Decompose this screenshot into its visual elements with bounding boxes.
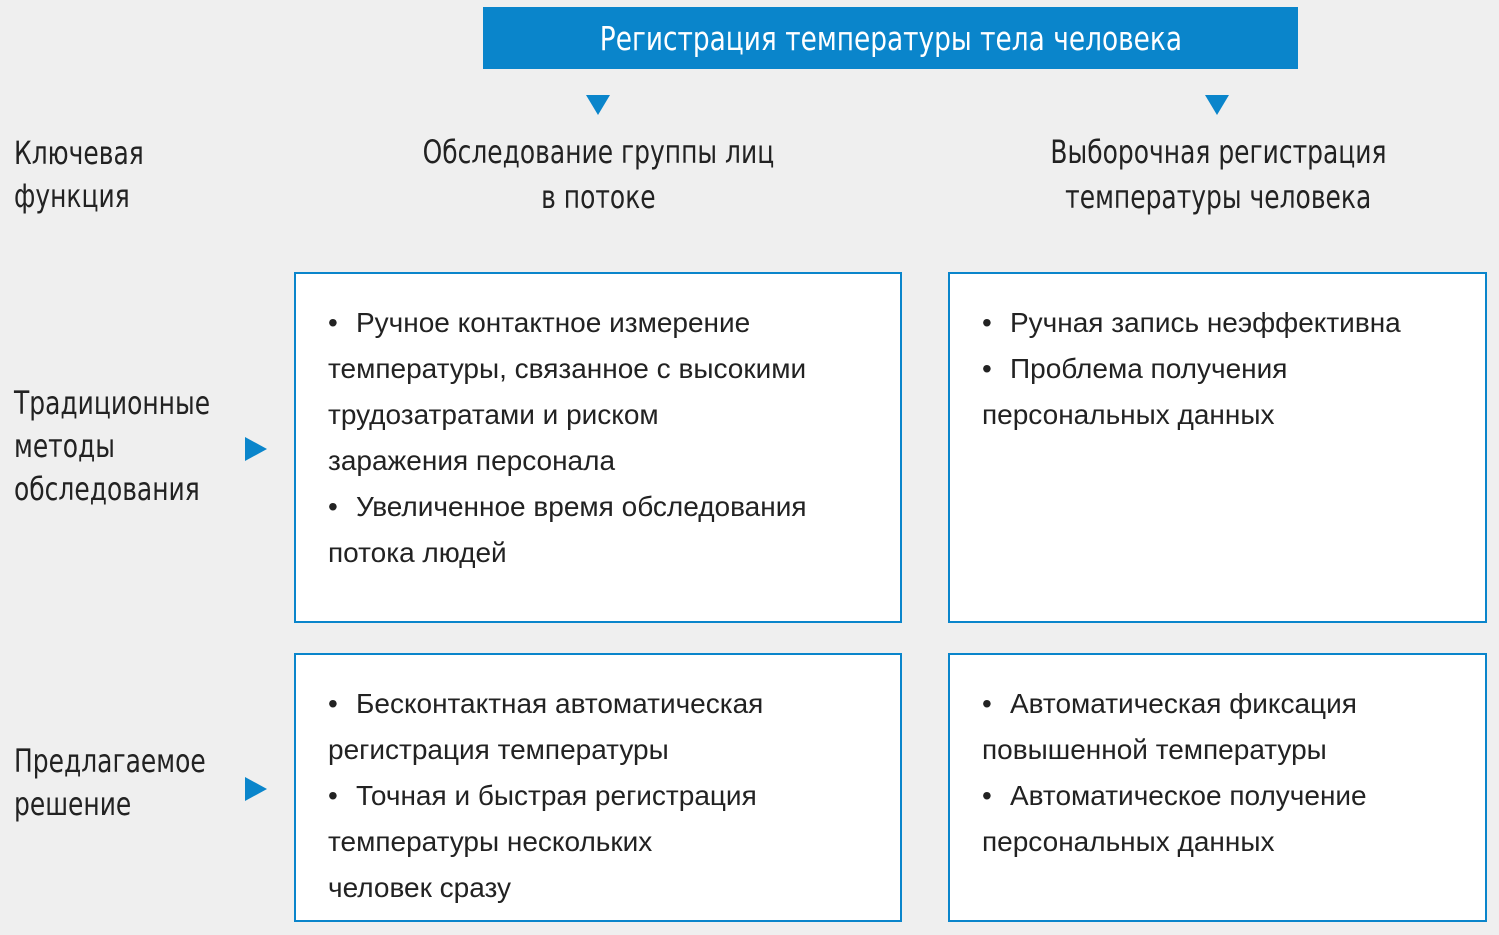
cell-text-line: персональных данных xyxy=(982,399,1275,430)
bullet-continuation xyxy=(328,392,880,438)
row-label-line: методы xyxy=(14,427,115,465)
bullet-continuation xyxy=(982,819,1465,865)
arrow-right-proposed-icon xyxy=(245,777,267,801)
cell-text-line: температуры, связанное с высокими xyxy=(328,353,807,384)
cell-text-line: регистрация температуры xyxy=(328,734,669,765)
bullet-item xyxy=(328,681,880,727)
bullet-item xyxy=(328,773,880,819)
bullet-continuation xyxy=(328,865,880,911)
row-label-proposed-solution xyxy=(14,740,206,826)
row-label-traditional-methods xyxy=(14,382,210,511)
column-header-selective xyxy=(958,130,1478,220)
column-header-line: Выборочная регистрация xyxy=(1049,133,1387,171)
bullet-continuation xyxy=(328,727,880,773)
bullet-dot: • xyxy=(328,491,338,522)
cell-traditional-group-flow xyxy=(294,272,902,623)
row-label-line: решение xyxy=(14,785,132,823)
cell-text-line: потока людей xyxy=(328,537,507,568)
cell-proposed-group-flow xyxy=(294,653,902,922)
column-header-line: температуры человека xyxy=(1064,178,1372,216)
bullet-continuation xyxy=(982,392,1465,438)
cell-text-line: Проблема получения xyxy=(1010,353,1288,384)
cell-text-line: Точная и быстрая регистрация xyxy=(356,780,757,811)
bullet-continuation xyxy=(328,438,880,484)
cell-text-line: температуры нескольких xyxy=(328,826,653,857)
bullet-dot: • xyxy=(982,688,992,719)
diagram-title: Регистрация температуры тела человека xyxy=(599,18,1182,58)
row-label-key-function xyxy=(14,132,144,218)
bullet-continuation xyxy=(982,727,1465,773)
cell-proposed-selective xyxy=(948,653,1487,922)
cell-text-line: персональных данных xyxy=(982,826,1275,857)
cell-text-line: человек сразу xyxy=(328,872,511,903)
row-label-line: Традиционные xyxy=(14,384,211,422)
bullet-continuation xyxy=(328,346,880,392)
row-label-line: Ключевая xyxy=(14,134,144,172)
bullet-item xyxy=(982,773,1465,819)
cell-text-line: Увеличенное время обследования xyxy=(356,491,807,522)
row-label-line: Предлагаемое xyxy=(14,742,206,780)
bullet-continuation xyxy=(328,530,880,576)
bullet-item xyxy=(982,300,1465,346)
cell-text-line: Автоматическое получение xyxy=(1010,780,1367,811)
arrow-down-left-icon xyxy=(586,95,610,115)
row-label-line: функция xyxy=(14,177,130,215)
bullet-dot: • xyxy=(982,307,992,338)
arrow-right-traditional-icon xyxy=(245,437,267,461)
column-header-group-flow xyxy=(338,130,858,220)
bullet-item xyxy=(328,484,880,530)
row-label-line: обследования xyxy=(14,470,200,508)
bullet-item xyxy=(328,300,880,346)
cell-traditional-selective xyxy=(948,272,1487,623)
cell-text-line: повышенной температуры xyxy=(982,734,1327,765)
bullet-dot: • xyxy=(982,353,992,384)
cell-text-line: трудозатратами и риском xyxy=(328,399,659,430)
bullet-item xyxy=(982,346,1465,392)
bullet-dot: • xyxy=(328,307,338,338)
diagram-title-bar xyxy=(483,7,1298,69)
cell-text-line: Бесконтактная автоматическая xyxy=(356,688,764,719)
cell-text-line: Ручная запись неэффективна xyxy=(1010,307,1401,338)
column-header-line: Обследование группы лиц xyxy=(422,133,774,171)
cell-text-line: Ручное контактное измерение xyxy=(356,307,751,338)
bullet-dot: • xyxy=(328,780,338,811)
bullet-item xyxy=(982,681,1465,727)
bullet-continuation xyxy=(328,819,880,865)
cell-text-line: Автоматическая фиксация xyxy=(1010,688,1357,719)
column-header-line: в потоке xyxy=(540,178,656,216)
cell-text-line: заражения персонала xyxy=(328,445,616,476)
bullet-dot: • xyxy=(328,688,338,719)
bullet-dot: • xyxy=(982,780,992,811)
arrow-down-right-icon xyxy=(1205,95,1229,115)
